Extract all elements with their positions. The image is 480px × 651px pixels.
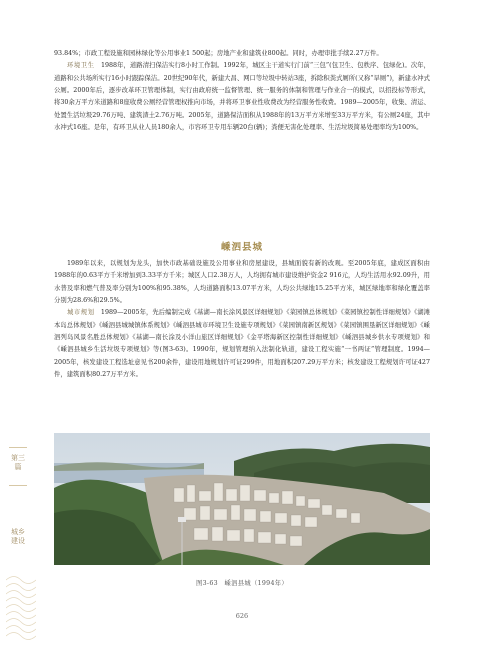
- paragraph-sanitation: [54, 60, 430, 134]
- margin-rule-mid: [9, 485, 27, 486]
- chapter-name: 城乡建设: [11, 528, 25, 545]
- paragraph-sanitation-text: 1988年，道路清扫保洁实行8小时工作制。1992年，城区主干道实行门前“三包”(包卫生、包秩序、包绿化)。次年，道路和公共场所实行16小时跟踪保洁。20世纪90年代，新建大昌、网口等垃圾中转站3座，拆除积粪式厕所(又称“旱厕”)，新建水冲式公厕。2000年后，逐步改革环卫管理体制，实行由政府统一监督管理、统一服务的体制和管理与作业合一的模式，以招投标等形式，将30余万平方米道路和8座收费公厕经营管理权推向市场，并将环卫事业性收费改为经营服务性收费。1989—2005年，收集、清运、处置生活垃圾29.76万吨、建筑渣土2.76万吨。2005年，道路保洁面积从1988年的13万平方米增至33万平方米，有公厕24座，其中水冲式16座。是年，有环卫从业人员180余人，市容环卫专用车辆20台(辆)；粪便无害化处理率、生活垃圾简易处理率均为100%。: [54, 62, 430, 132]
- paragraph-approvals: 93.84%；市政工程设施和园林绿化等公用事业1 500起；房地产业和建筑业800起。同时，办理审批手续2.27万件。: [54, 50, 383, 57]
- county-town-photo: [54, 433, 430, 565]
- top-text-block: [54, 48, 430, 134]
- section-title: 嵊泗县城: [220, 242, 263, 253]
- wave-ornament-icon: [6, 405, 36, 645]
- paragraph-urban-planning: [54, 307, 430, 381]
- subheading-urban-planning: 城市规划: [67, 309, 95, 317]
- chapter-label: 第三篇: [11, 454, 25, 471]
- section-text-block: [54, 258, 430, 381]
- town-landscape-image: [54, 433, 430, 565]
- paragraph-county-overview: 1989年以来，以规划为龙头，加快市政基础设施及公用事业和房屋建设，县城面貌有新的改观。至2005年底，建成区面积由1988年的0.63平方千米增加到3.33平方千米；城区人口2.38万人，人均拥有城市建设维护资金2 916元，人均生活用水92.09升，用水普及率和燃气普及率分别为100%和95.38%，人均道路面积13.07平方米，人均公共绿地15.25平方米，城区绿地率和绿化覆盖率分别为28.6%和29.5%。: [54, 260, 430, 305]
- paragraph-urban-planning-text: 1989—2005年，先后编制完成《基湖—南长涂风景区详细规划》《菜园镇总体规划》《菜园镇控制性详细规划》《湖滩本岛总体规划》《嵊泗县城城镇体系规划》《嵊泗县城市环境卫生设施专项规划》《菜园镇南新区规划》《菜园镇围垦新区详细规划》《嵊泗列岛风景名胜总体规划》《基湖—南长涂及小洋山旅区详细规划》《金平塔海新区控制性详细规划》《嵊泗县城乡供水专项规划》和《嵊泗县城乡生活垃圾专项规划》等(图3-63)。1990年，规划管理纳入法制化轨道，建设工程实施“一书两证”管理制度。1994—2005年，核发建设工程选址意见书200余件，建设用地规划许可证299件，用地面积207.29万平方米；核发建设工程规划许可证427件，建筑面积80.27万平方米。: [54, 309, 430, 379]
- margin-rule-top: [9, 447, 27, 448]
- margin-decoration: [6, 405, 36, 645]
- figure-caption: 图3-63 嵊泗县城（1994年）: [196, 580, 288, 587]
- subheading-sanitation: 环境卫生: [67, 62, 95, 70]
- page-number: 626: [235, 612, 249, 620]
